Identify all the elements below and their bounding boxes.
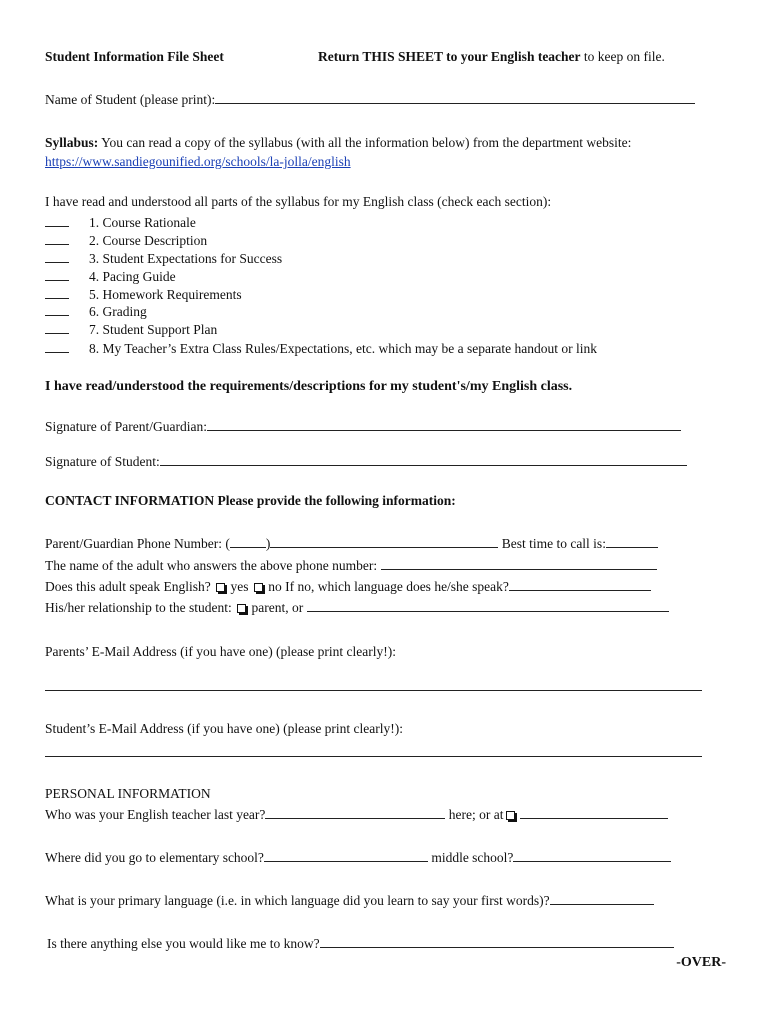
checklist-check-blank[interactable] <box>45 250 69 263</box>
checklist-item-label: 2. Course Description <box>89 233 208 248</box>
return-instruction <box>318 48 665 66</box>
checklist-item-label: 5. Homework Requirements <box>89 287 242 302</box>
checklist-item-label: 8. My Teacher’s Extra Class Rules/Expectations, etc. which may be a separate handout or link <box>89 341 598 356</box>
middle-school-label: middle school? <box>427 850 514 865</box>
checklist-item <box>45 214 196 232</box>
return-instruction-rest: to keep on file. <box>580 49 665 64</box>
yes-label: yes <box>227 579 252 594</box>
checklist-check-blank[interactable] <box>45 340 69 353</box>
parent-signature-field[interactable] <box>207 418 681 431</box>
checklist-item-label: 4. Pacing Guide <box>89 269 176 284</box>
student-name-row <box>45 91 695 109</box>
personal-heading: PERSONAL INFORMATION <box>45 786 211 801</box>
syllabus-label: Syllabus: <box>45 135 99 150</box>
speak-english-row <box>45 578 651 596</box>
parent-checkbox[interactable] <box>237 604 246 613</box>
best-time-label: Best time to call is: <box>498 536 606 551</box>
checklist-item <box>45 340 597 358</box>
area-code-field[interactable] <box>230 535 266 548</box>
schools-row <box>45 849 671 867</box>
checklist-item <box>45 286 242 304</box>
contact-heading: CONTACT INFORMATION Please provide the following information: <box>45 493 456 508</box>
elementary-label: Where did you go to elementary school? <box>45 850 264 865</box>
checklist-item <box>45 268 176 286</box>
middle-school-field[interactable] <box>513 849 671 862</box>
student-email-field[interactable] <box>45 756 702 757</box>
language-row <box>45 892 654 910</box>
parent-signature-label: Signature of Parent/Guardian: <box>45 419 207 434</box>
checklist-check-blank[interactable] <box>45 268 69 281</box>
checklist-item <box>45 321 217 339</box>
phone-row <box>45 535 658 553</box>
student-signature-field[interactable] <box>160 453 687 466</box>
checklist-intro: I have read and understood all parts of the syllabus for my English class (check each section): <box>45 194 552 209</box>
phone-number-field[interactable] <box>270 535 498 548</box>
phone-label: Parent/Guardian Phone Number: ( <box>45 536 230 551</box>
checklist-item-label: 3. Student Expectations for Success <box>89 251 283 266</box>
return-instruction-bold: Return THIS SHEET to your English teacher <box>318 49 581 64</box>
student-name-field[interactable] <box>215 91 695 104</box>
syllabus-link[interactable]: https://www.sandiegounified.org/schools/la-jolla/english <box>45 154 351 169</box>
no-checkbox[interactable] <box>254 583 263 592</box>
syllabus-text: You can read a copy of the syllabus (with all the information below) from the department website: <box>98 135 632 150</box>
sheet-title: Student Information File Sheet <box>45 49 224 64</box>
checklist-check-blank[interactable] <box>45 214 69 227</box>
anything-else-field[interactable] <box>320 935 674 948</box>
other-language-label: no If no, which language does he/she speak? <box>264 579 509 594</box>
checklist-item <box>45 232 207 250</box>
phone-close-paren: ) <box>265 536 271 551</box>
student-email-label: Student’s E-Mail Address (if you have one) (please print clearly!): <box>45 721 404 736</box>
teacher-row <box>45 806 668 824</box>
syllabus-line <box>45 134 631 152</box>
checklist-item-label: 1. Course Rationale <box>89 215 196 230</box>
student-signature-row <box>45 453 687 471</box>
parents-email-field[interactable] <box>45 690 702 691</box>
relationship-label: His/her relationship to the student: <box>45 600 232 615</box>
anything-else-row <box>47 935 674 953</box>
teacher-label: Who was your English teacher last year? <box>45 807 266 822</box>
checklist-item-label: 6. Grading <box>89 304 147 319</box>
adult-name-row <box>45 557 657 575</box>
checklist-check-blank[interactable] <box>45 286 69 299</box>
checklist-item <box>45 303 147 321</box>
checklist-item-label: 7. Student Support Plan <box>89 322 218 337</box>
checklist-item <box>45 250 282 268</box>
checklist-check-blank[interactable] <box>45 303 69 316</box>
other-school-field[interactable] <box>520 806 668 819</box>
primary-language-label: What is your primary language (i.e. in which language did you learn to say your first words)? <box>45 893 550 908</box>
parent-signature-row <box>45 418 681 436</box>
anything-else-label: Is there anything else you would like me to know? <box>47 936 320 951</box>
student-signature-label: Signature of Student: <box>45 454 160 469</box>
student-name-label: Name of Student (please print): <box>45 92 216 107</box>
elementary-field[interactable] <box>264 849 428 862</box>
adult-name-label: The name of the adult who answers the above phone number: <box>45 558 378 573</box>
parents-email-label: Parents’ E-Mail Address (if you have one) (please print clearly!): <box>45 644 396 659</box>
teacher-field[interactable] <box>265 806 445 819</box>
primary-language-field[interactable] <box>550 892 654 905</box>
parent-or-label: parent, or <box>248 600 304 615</box>
relationship-row <box>45 599 669 617</box>
checklist-check-blank[interactable] <box>45 321 69 334</box>
other-language-field[interactable] <box>509 578 651 591</box>
relationship-field[interactable] <box>307 599 669 612</box>
best-time-field[interactable] <box>606 535 658 548</box>
checklist-check-blank[interactable] <box>45 232 69 245</box>
yes-checkbox[interactable] <box>216 583 225 592</box>
here-or-at-label: here; or at <box>445 807 504 822</box>
acknowledgement: I have read/understood the requirements/descriptions for my student's/my English class. <box>45 379 573 394</box>
over-footer: -OVER- <box>676 955 726 970</box>
speak-english-label: Does this adult speak English? <box>45 579 211 594</box>
other-school-checkbox[interactable] <box>506 811 515 820</box>
adult-name-field[interactable] <box>381 557 657 570</box>
